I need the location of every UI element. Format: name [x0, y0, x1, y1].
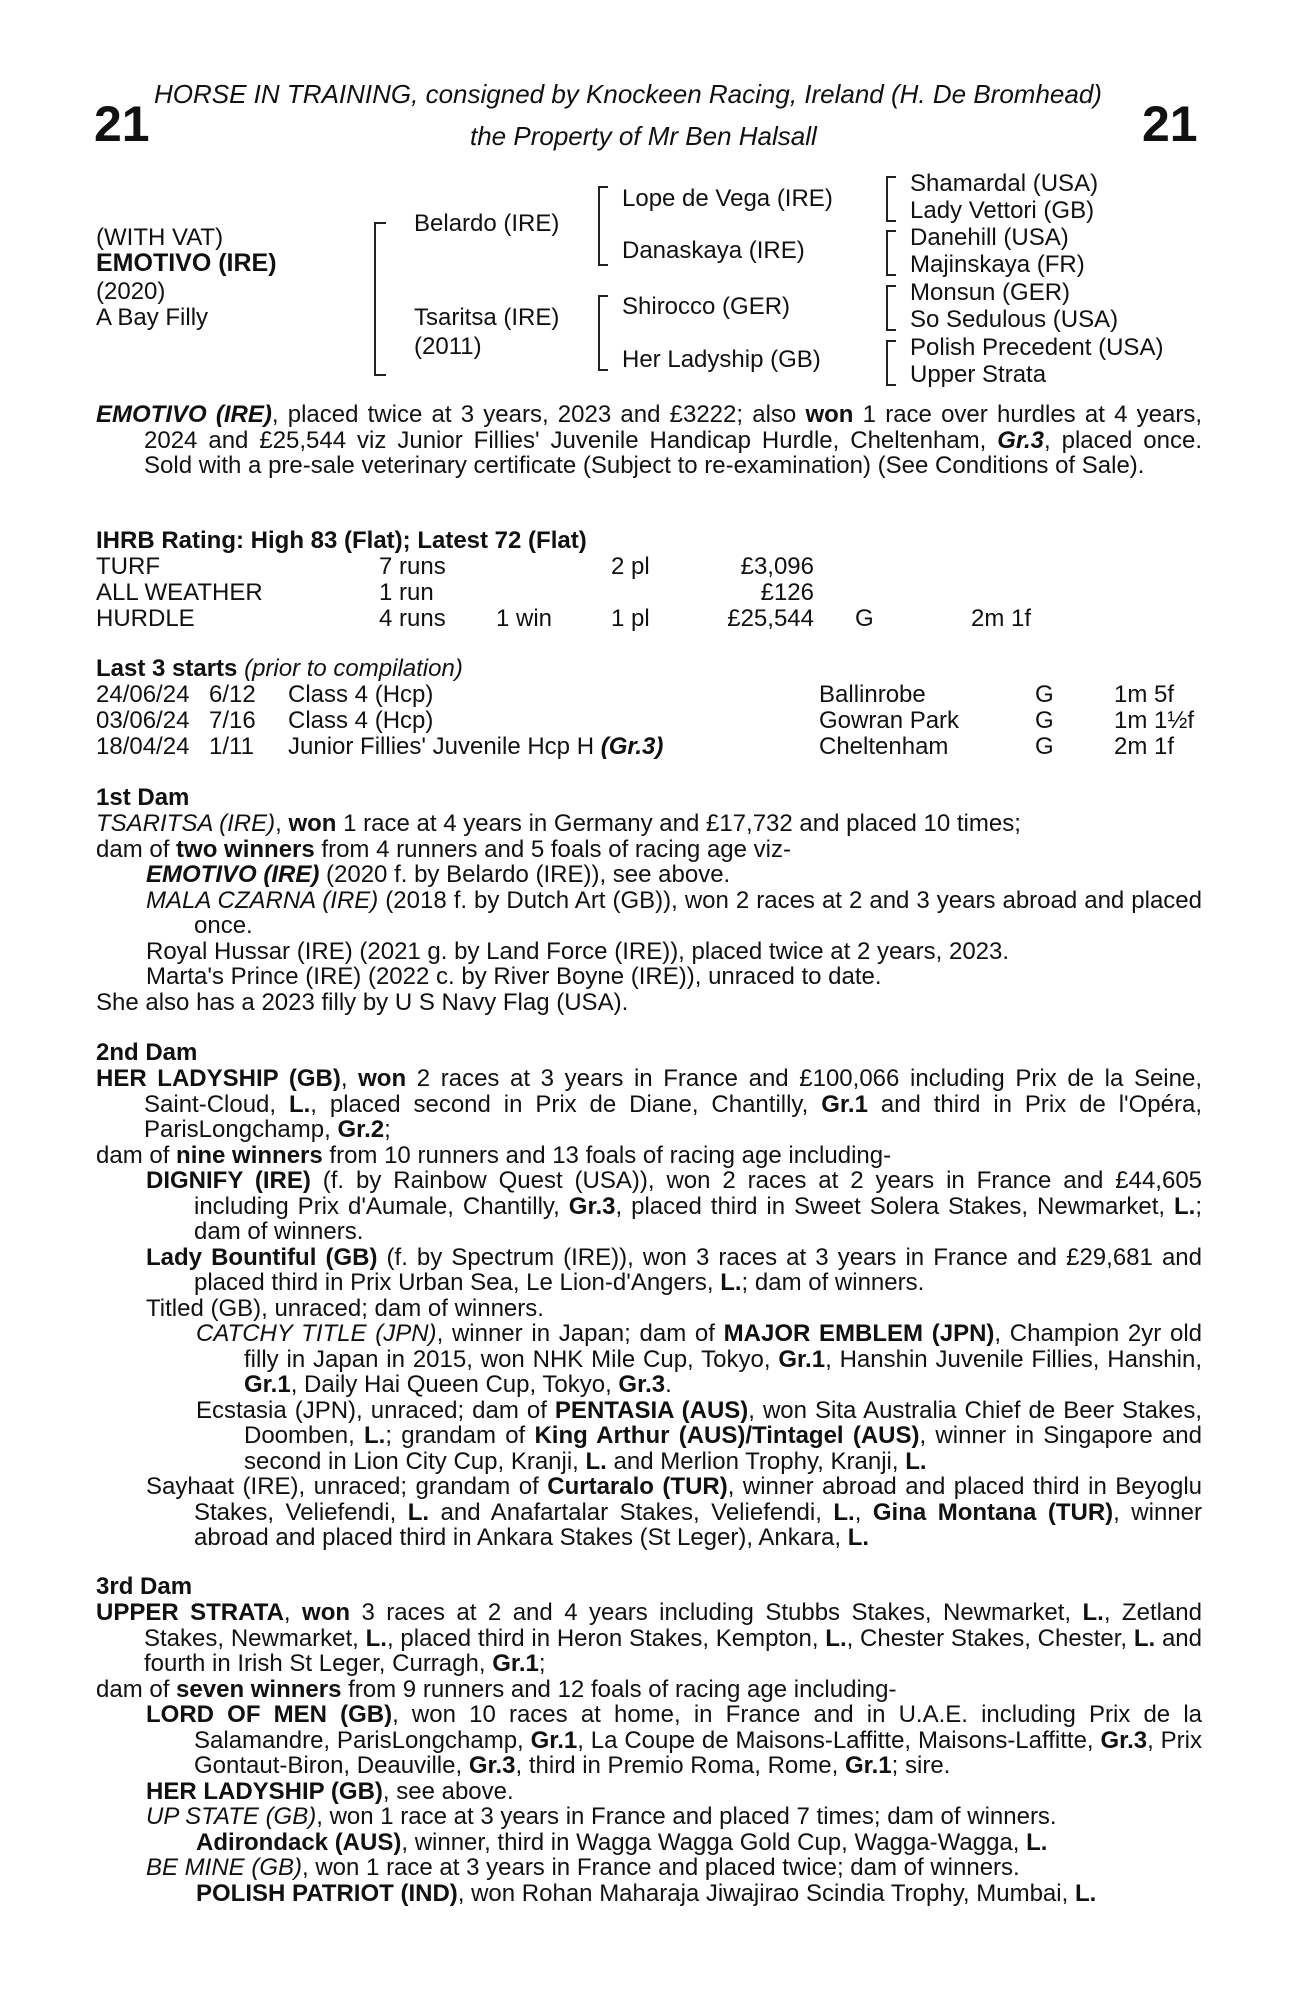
dam-year: (2011) [414, 333, 482, 360]
first-dam-heading: 1st Dam [96, 784, 190, 811]
vendor-line: the Property of Mr Ben Halsall [470, 121, 817, 151]
second-dam-heading: 2nd Dam [96, 1039, 198, 1066]
dam-sire: Shirocco (GER) [622, 293, 791, 320]
pedigree-brace [598, 295, 608, 371]
pedigree-brace [374, 222, 386, 376]
horse-name-ref: EMOTIVO (IRE) [96, 401, 272, 428]
sire: Belardo (IRE) [414, 210, 560, 237]
last-starts-heading: Last 3 starts (prior to compilation) [96, 655, 463, 682]
sire-dam: Danaskaya (IRE) [622, 237, 805, 264]
horse-name: EMOTIVO (IRE) [96, 249, 277, 277]
second-dam-section: HER LADYSHIP (GB), won 2 races at 3 years in France and £100,066 including Prix de la Seine, Saint-Cloud, L., placed second in Prix de Diane, Chantilly, Gr.1 and third in Prix de l'Opéra, ParisLongchamp, Gr.2; dam of nine winners from 10 runners and 13 foals of racing age including- DIGNIFY (IRE) (f. by Rainbow Quest (USA)), won 2 races at 2 years in France and £44,605 including Prix d'Aumale, Chantilly, Gr.3, placed third in Sweet Solera Stakes, Newmarket, L.; dam of winners. Lady Bountiful (GB) (f. by Spectrum (IRE)), won 3 races at 3 years in France and £29,681 and placed third in Prix Urban Sea, Le Lion-d'Angers, L.; dam of winners. Titled (GB), unraced; dam of winners. CATCHY TITLE (JPN), winner in Japan; dam of MAJOR EMBLEM (JPN), Champion 2yr old filly in Japan in 2015, won NHK Mile Cup, Tokyo, Gr.1, Hanshin Juvenile Fillies, Hanshin, Gr.1, Daily Hai Queen Cup, Tokyo, Gr.3. Ecstasia (JPN), unraced; dam of PENTASIA (AUS), won Sita Australia Chief de Beer Stakes, Doomben, L.; grandam of King Arthur (AUS)/Tintagel (AUS), winner in Singapore and second in Lion City Cup, Kranji, L. and Merlion Trophy, Kranji, L. Sayhaat (IRE), unraced; grandam of Curtaralo (TUR), winner abroad and placed third in Beyoglu Stakes, Veliefendi, L. and Anafartalar Stakes, Veliefendi, L., Gina Montana (TUR), winner abroad and placed third in Ankara Stakes (St Leger), Ankara, L. [96, 1065, 1203, 1551]
horse-description: A Bay Filly [96, 304, 209, 331]
third-dam-heading: 3rd Dam [96, 1573, 193, 1600]
rating-heading: IHRB Rating: High 83 (Flat); Latest 72 (Flat) [96, 527, 587, 554]
foaling-year: (2020) [96, 278, 166, 305]
gen3-1: Shamardal (USA) [910, 170, 1099, 197]
gen3-3: Danehill (USA) [910, 224, 1069, 251]
gen3-4: Majinskaya (FR) [910, 251, 1085, 278]
gen3-8: Upper Strata [910, 361, 1047, 388]
dam-dam: Her Ladyship (GB) [622, 346, 821, 373]
first-dam-section: TSARITSA (IRE), won 1 race at 4 years in Germany and £17,732 and placed 10 times; dam of two winners from 4 runners and 5 foals of racing age viz- EMOTIVO (IRE) (2020 f. by Belardo (IRE)), see above. MALA CZARNA (IRE) (2018 f. by Dutch Art (GB)), won 2 races at 2 and 3 years abroad and placed once. Royal Hussar (IRE) (2021 g. by Land Force (IRE)), placed twice at 2 years, 2023. Marta's Prince (IRE) (2022 c. by River Boyne (IRE)), unraced to date. She also has a 2023 filly by U S Navy Flag (USA). [96, 810, 1203, 1016]
dam: Tsaritsa (IRE) [414, 304, 560, 331]
catalogue-header: HORSE IN TRAINING, consigned by Knockeen Racing, Ireland (H. De Bromhead) [154, 79, 1102, 109]
pedigree-brace [886, 285, 896, 331]
gen3-7: Polish Precedent (USA) [910, 334, 1164, 361]
pedigree-brace [886, 340, 896, 386]
third-dam-section: UPPER STRATA, won 3 races at 2 and 4 years including Stubbs Stakes, Newmarket, L., Zetland Stakes, Newmarket, L., placed third in Heron Stakes, Kempton, L., Chester Stakes, Chester, L. and fourth in Irish St Leger, Curragh, Gr.1; dam of seven winners from 9 runners and 12 foals of racing age including- LORD OF MEN (GB), won 10 races at home, in France and in U.A.E. including Prix de la Salamandre, ParisLongchamp, Gr.1, La Coupe de Maisons-Laffitte, Maisons-Laffitte, Gr.3, Prix Gontaut-Biron, Deauville, Gr.3, third in Premio Roma, Rome, Gr.1; sire. HER LADYSHIP (GB), see above. UP STATE (GB), won 1 race at 3 years in France and placed 7 times; dam of winners. Adirondack (AUS), winner, third in Wagga Wagga Gold Cup, Wagga-Wagga, L. BE MINE (GB), won 1 race at 3 years in France and placed twice; dam of winners. POLISH PATRIOT (IND), won Rohan Maharaja Jiwajirao Scindia Trophy, Mumbai, L. [96, 1599, 1203, 1907]
gen3-5: Monsun (GER) [910, 279, 1071, 306]
pedigree-brace [886, 176, 896, 222]
lot-number-right: 21 [1142, 96, 1198, 152]
vat-note: (WITH VAT) [96, 224, 224, 251]
pedigree-brace [598, 186, 608, 266]
lot-number-left: 21 [94, 96, 150, 152]
horse-summary: EMOTIVO (IRE), placed twice at 3 years, 2023 and £3222; also won 1 race over hurdles at 4 years, 2024 and £25,544 viz Junior Fillies' Juvenile Handicap Hurdle, Cheltenham, Gr.3, placed once. Sold with a pre-sale veterinary certificate (Subject to re-examination) (See Conditions of Sale). [96, 401, 1202, 479]
gen3-6: So Sedulous (USA) [910, 306, 1119, 333]
pedigree-brace [886, 230, 896, 276]
gen3-2: Lady Vettori (GB) [910, 197, 1095, 224]
sire-sire: Lope de Vega (IRE) [622, 185, 833, 212]
